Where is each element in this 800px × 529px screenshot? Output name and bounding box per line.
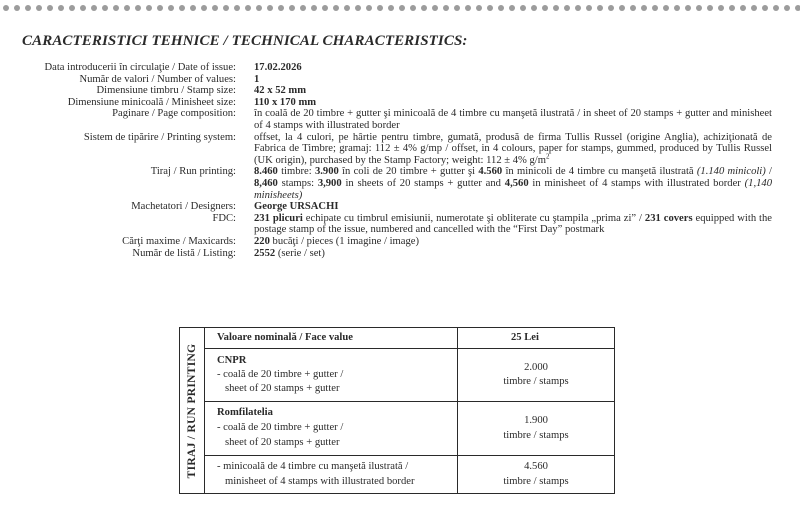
spec-row-page-composition <box>0 108 800 131</box>
run-sheets-ro: 3.900 <box>314 166 339 178</box>
divider-dot <box>674 5 680 11</box>
spec-row-number <box>0 74 800 86</box>
divider-dot <box>212 5 218 11</box>
row-unit: timbre / stamps <box>503 430 569 441</box>
divider-dot <box>201 5 207 11</box>
listing-text: (serie / set) <box>275 247 325 259</box>
spec-value: George URSACHI <box>254 201 339 213</box>
spec-row-stamp-size <box>0 85 800 97</box>
spec-row-maxicards <box>0 236 800 248</box>
divider-dot <box>586 5 592 11</box>
divider-dot <box>608 5 614 11</box>
divider-dot <box>542 5 548 11</box>
divider-dot <box>630 5 636 11</box>
run-minisheets-en: 4,560 <box>504 177 529 189</box>
run-text: stamps: <box>277 177 318 189</box>
divider-dot <box>3 5 9 11</box>
run-note-en: (1,140 minisheets) <box>254 177 772 201</box>
spec-value: în coală de 20 timbre + gutter şi minicoală de 4 timbre cu manşetă ilustrată / in sheet of 20 stamps + gutter and minisheet of 4 stamps with illustrated border <box>254 108 772 131</box>
run-text: timbre: <box>277 166 315 178</box>
spec-label: Machetatori / Designers: <box>131 201 236 213</box>
divider-dot <box>58 5 64 11</box>
divider-dot <box>322 5 328 11</box>
divider-dot <box>597 5 603 11</box>
spec-label: FDC: <box>212 212 236 224</box>
divider-dot <box>509 5 515 11</box>
divider-dot <box>740 5 746 11</box>
divider-dot <box>410 5 416 11</box>
run-sheets-en: 3,900 <box>317 177 342 189</box>
table-header-row <box>205 328 614 349</box>
divider-dot <box>366 5 372 11</box>
divider-dot <box>344 5 350 11</box>
divider-dot <box>124 5 130 11</box>
divider-dot <box>443 5 449 11</box>
divider-dot <box>520 5 526 11</box>
spec-label: Data introducerii în circulaţie / Date of issue: <box>44 62 236 73</box>
table-row-minisheet <box>205 456 614 493</box>
run-text: în coli de 20 timbre + gutter şi <box>338 166 479 178</box>
run-note-ro: (1.140 minicoli) <box>696 166 766 178</box>
divider-dot <box>80 5 86 11</box>
divider-dot <box>773 5 779 11</box>
superscript: 2 <box>546 152 550 161</box>
spec-value: 42 x 52 mm <box>254 85 307 97</box>
divider-dot <box>421 5 427 11</box>
divider-dot <box>564 5 570 11</box>
spec-value <box>254 166 772 201</box>
divider-dot <box>113 5 119 11</box>
spec-value <box>254 236 772 248</box>
divider-dot <box>696 5 702 11</box>
divider-dot <box>553 5 559 11</box>
run-text: / <box>765 166 773 178</box>
divider-dot <box>333 5 339 11</box>
spec-value <box>254 248 772 260</box>
spec-value <box>254 132 772 167</box>
row-desc-line2: minisheet of 4 stamps with illustrated border <box>225 476 415 487</box>
spec-value <box>254 213 772 236</box>
run-text: in minisheet of 4 stamps with illustrated border <box>528 177 745 189</box>
divider-dot <box>707 5 713 11</box>
divider-dot <box>454 5 460 11</box>
header-25-lei: 25 Lei <box>511 332 539 343</box>
divider-dot <box>267 5 273 11</box>
divider-dot <box>311 5 317 11</box>
run-text: in sheets of 20 stamps + gutter and <box>341 177 505 189</box>
row-desc-line1: - coală de 20 timbre + gutter / <box>217 422 344 433</box>
run-total-en: 8,460 <box>254 177 278 189</box>
divider-dot <box>289 5 295 11</box>
table-row-cnpr <box>205 349 614 402</box>
table-row-romfilatelia <box>205 402 614 456</box>
fdc-text: equipped with the postage stamp of the issue, numbered and cancelled with the “First Day” postmark <box>254 212 772 236</box>
maxicards-text: bucăţi / pieces (1 imagine / image) <box>269 235 420 247</box>
divider-dot <box>234 5 240 11</box>
listing-number: 2552 <box>254 247 276 259</box>
run-text: în minicoli de 4 timbre cu manşetă ilustrată <box>502 166 697 178</box>
divider-dot <box>729 5 735 11</box>
divider-dot <box>476 5 482 11</box>
divider-dot <box>762 5 768 11</box>
divider-dot <box>69 5 75 11</box>
row-desc-line1: - minicoală de 4 timbre cu manşetă ilustrată / <box>217 461 409 472</box>
divider-dot <box>91 5 97 11</box>
divider-dot <box>641 5 647 11</box>
spec-label: Sistem de tipărire / Printing system: <box>83 131 236 143</box>
row-value: 4.560 <box>524 461 548 472</box>
table-side-label <box>180 328 205 493</box>
divider-dot <box>465 5 471 11</box>
divider-dot <box>652 5 658 11</box>
row-name: CNPR <box>217 355 247 366</box>
spec-row-minisheet-size <box>0 97 800 109</box>
divider-dot <box>102 5 108 11</box>
divider-dot <box>432 5 438 11</box>
divider-dot <box>36 5 42 11</box>
spec-row-listing <box>0 248 800 260</box>
row-value: 1.900 <box>524 415 548 426</box>
run-printing-table <box>179 327 615 494</box>
dotted-divider <box>0 3 800 15</box>
spec-value: 17.02.2026 <box>254 62 302 73</box>
divider-dot <box>278 5 284 11</box>
divider-dot <box>619 5 625 11</box>
divider-dot <box>399 5 405 11</box>
divider-dot <box>146 5 152 11</box>
header-face-value: Valoare nominală / Face value <box>217 332 353 343</box>
spec-label: Tiraj / Run printing: <box>150 166 236 178</box>
row-name: Romfilatelia <box>217 407 273 418</box>
divider-dot <box>663 5 669 11</box>
divider-dot <box>575 5 581 11</box>
divider-dot <box>256 5 262 11</box>
divider-dot <box>784 5 790 11</box>
spec-label: Cărţi maxime / Maxicards: <box>122 235 236 247</box>
spec-row-designers <box>0 201 800 213</box>
divider-dot <box>531 5 537 11</box>
spec-row-fdc <box>0 213 800 236</box>
row-desc-line1: - coală de 20 timbre + gutter / <box>217 369 344 380</box>
fdc-count-ro: 231 plicuri <box>254 212 303 224</box>
divider-dot <box>25 5 31 11</box>
divider-dot <box>685 5 691 11</box>
divider-dot <box>487 5 493 11</box>
fdc-text: echipate cu timbrul emisiunii, numerotate şi obliterate cu ştampila „prima zi” / <box>302 212 645 224</box>
fdc-count-en: 231 covers <box>644 212 693 224</box>
divider-dot <box>135 5 141 11</box>
row-value: 2.000 <box>524 362 548 373</box>
divider-dot <box>245 5 251 11</box>
row-desc-line2: sheet of 20 stamps + gutter <box>225 383 340 394</box>
divider-dot <box>14 5 20 11</box>
spec-row-date <box>0 62 800 74</box>
spec-label: Dimensiune timbru / Stamp size: <box>96 85 236 97</box>
run-total-ro: 8.460 <box>254 166 278 178</box>
maxicards-count: 220 <box>254 235 270 247</box>
spec-label: Dimensiune minicoală / Minisheet size: <box>67 96 236 108</box>
side-label-text: TIRAJ / RUN PRINTING <box>186 343 198 478</box>
divider-dot <box>47 5 53 11</box>
divider-dot <box>355 5 361 11</box>
divider-dot <box>751 5 757 11</box>
divider-dot <box>168 5 174 11</box>
row-unit: timbre / stamps <box>503 476 569 487</box>
divider-dot <box>388 5 394 11</box>
divider-dot <box>157 5 163 11</box>
spec-value: 1 <box>254 73 260 85</box>
spec-label: Paginare / Page composition: <box>112 108 236 120</box>
run-minisheets-ro: 4.560 <box>478 166 503 178</box>
divider-dot <box>795 5 800 11</box>
row-unit: timbre / stamps <box>503 376 569 387</box>
spec-list <box>0 62 800 259</box>
divider-dot <box>223 5 229 11</box>
divider-dot <box>718 5 724 11</box>
spec-row-printing-system <box>0 132 800 167</box>
spec-label: Număr de listă / Listing: <box>132 247 236 259</box>
spec-row-run-printing <box>0 166 800 201</box>
page-title: CARACTERISTICI TEHNICE / TECHNICAL CHARACTERISTICS: <box>22 33 468 49</box>
printing-text: offset, la 4 culori, pe hârtie pentru timbre, gumată, produsă de firma Tullis Russel (origine Anglia), achiziţionată de Fabrica de Timbre; gramaj: 112 ± 4% g/mp / offset, in 4 colours, paper for stamps, gummed, produced by Tullis Russel (UK origin), purchased by the Stamp Factory; weight: 112 ± 4% g/m <box>254 131 772 166</box>
divider-dot <box>498 5 504 11</box>
divider-dot <box>377 5 383 11</box>
divider-dot <box>190 5 196 11</box>
divider-dot <box>300 5 306 11</box>
spec-label: Număr de valori / Number of values: <box>79 73 236 85</box>
divider-dot <box>179 5 185 11</box>
row-desc-line2: sheet of 20 stamps + gutter <box>225 437 340 448</box>
spec-value: 110 x 170 mm <box>254 96 317 108</box>
